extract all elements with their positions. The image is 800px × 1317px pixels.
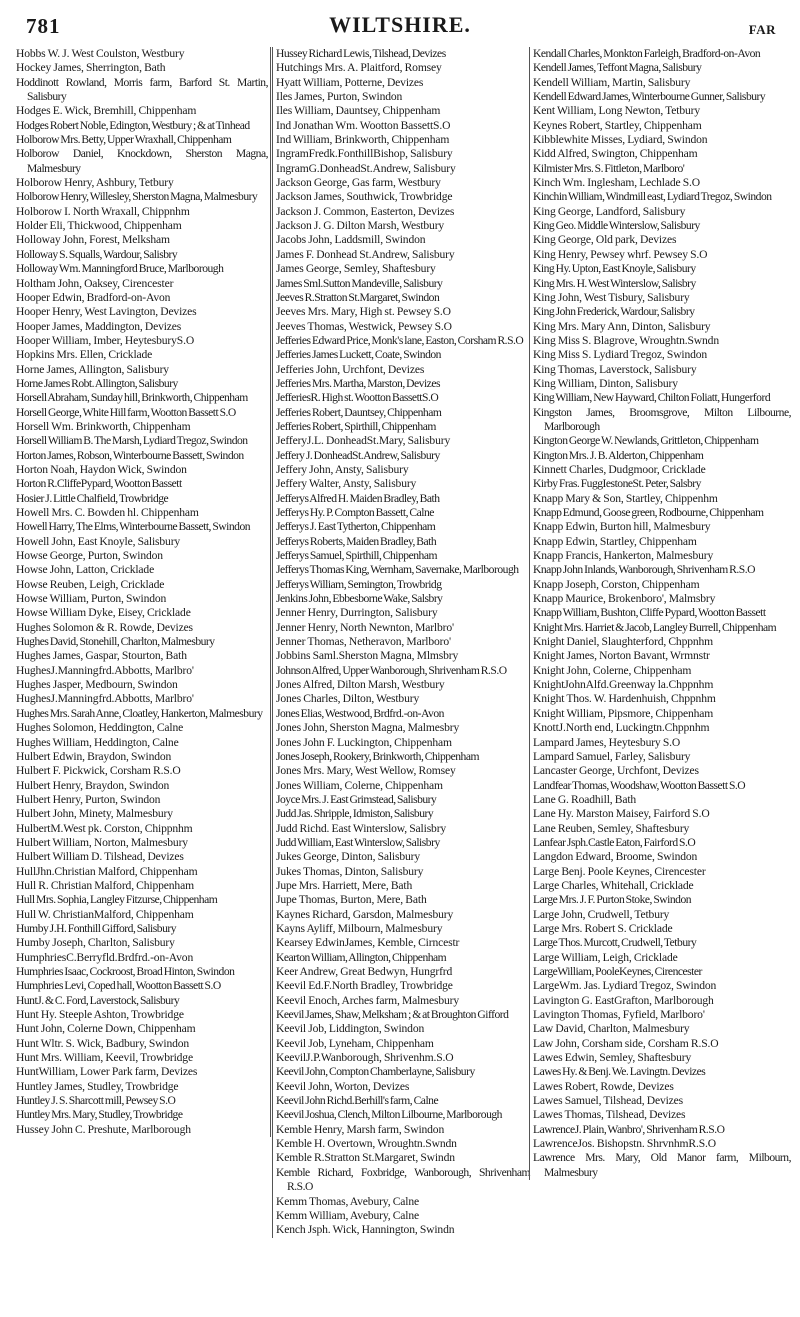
directory-entry: Jefferys Roberts, Maiden Bradley, Bath: [276, 534, 437, 548]
directory-entry: Lampard Samuel, Farley, Salisbury: [533, 749, 691, 763]
directory-entry: Hooper Edwin, Bradford-on-Avon: [16, 290, 171, 304]
directory-entry: Jefferies James Luckett, Coate, Swindon: [276, 348, 441, 362]
directory-entry: Hulbert F. Pickwick, Corsham R.S.O: [16, 764, 181, 778]
directory-entry: Hulbert Edwin, Braydon, Swindon: [16, 749, 172, 763]
directory-entry: Kendell James, Teffont Magna, Salisbury: [533, 61, 702, 75]
directory-entry: Jefferys Hy. P. Compton Bassett, Calne: [276, 506, 434, 519]
directory-entry: Lawes Robert, Rowde, Devizes: [533, 1079, 674, 1093]
directory-entry: Jefferies John, Urchfont, Devizes: [276, 362, 425, 376]
directory-entry: Kendell Edward James, Winterbourne Gunner, Salisbury: [533, 90, 766, 104]
page-title: WILTSHIRE.: [329, 12, 471, 37]
directory-entry: LawrenceJos. Bishopstn. ShrvnhmR.S.O: [533, 1137, 716, 1151]
directory-entry: Keevil Job, Liddington, Swindon: [276, 1022, 425, 1036]
directory-entry: Kinnett Charles, Dudgmoor, Cricklade: [533, 462, 706, 476]
directory-entry: King Thomas, Laverstock, Salisbury: [533, 362, 697, 376]
directory-entry: LargeWm. Jas. Lydiard Tregoz, Swindon: [533, 979, 717, 993]
directory-entry: Jones Elias, Westwood, Brdfrd.-on-Avon: [276, 706, 444, 720]
directory-entry: Keevil John, Compton Chamberlayne, Salisbury: [276, 1065, 475, 1079]
directory-entry: Horsell George, White Hill farm, Wootton Bassett S.O: [16, 405, 236, 419]
directory-entry: Jones Joseph, Rookery, Brinkworth, Chippenham: [276, 749, 479, 763]
directory-entry: Iles William, Dauntsey, Chippenham: [276, 104, 441, 118]
directory-entry: Kington George W. Newlands, Grittleton, Chippenham: [533, 434, 759, 448]
directory-entry: Knapp Edwin, Burton hill, Malmesbury: [533, 520, 711, 534]
directory-entry: Iles James, Purton, Swindon: [276, 90, 403, 104]
directory-entry: Jefferies Robert, Dauntsey, Chippenham: [276, 405, 442, 419]
directory-entry: Jackson James, Southwick, Trowbridge: [276, 190, 453, 204]
directory-entry: King Miss S. Blagrove, Wroughtn.Swndn: [533, 333, 719, 347]
directory-entry: Hutchings Mrs. A. Plaitford, Romsey: [276, 61, 442, 75]
directory-entry: Lanfear Jsph.Castle Eaton, Fairford S.O: [533, 835, 696, 849]
directory-entry: Keevil John, Worton, Devizes: [276, 1079, 410, 1093]
directory-entry: Knight James, Norton Bavant, Wrmnstr: [533, 649, 710, 663]
directory-entry: Joyce Mrs. J. East Grimstead, Salisbury: [276, 792, 437, 806]
directory-entry: Ind William, Brinkworth, Chippenham: [276, 133, 450, 147]
directory-entry: Horton Noah, Haydon Wick, Swindon: [16, 462, 187, 476]
directory-entry: Lancaster George, Urchfont, Devizes: [533, 764, 699, 778]
directory-entry: Jeffery John, Ansty, Salisbury: [276, 462, 409, 476]
directory-entry: Knight William, Pipsmore, Chippenham: [533, 706, 714, 720]
directory-entry: Jenner Thomas, Netheravon, Marlboro': [276, 635, 451, 649]
directory-entry: Keevil Enoch, Arches farm, Malmesbury: [276, 993, 460, 1007]
directory-entry: Hoddinott Rowland, Morris farm, Barford St. Martin, Salisbury: [16, 75, 268, 104]
directory-entry: Kearsey EdwinJames, Kemble, Cirncestr: [276, 936, 460, 950]
directory-entry: Horsell Abraham, Sunday hill, Brinkworth, Chippenham: [16, 391, 248, 405]
directory-entry: Horne James, Allington, Salisbury: [16, 362, 169, 376]
directory-entry: IngramFredk.FonthillBishop, Salisbury: [276, 147, 453, 161]
directory-entry: Lane Hy. Marston Maisey, Fairford S.O: [533, 807, 710, 821]
directory-entry: King John, West Tisbury, Salisbury: [533, 290, 690, 304]
directory-entry: Howse George, Purton, Swindon: [16, 549, 163, 563]
directory-entry: Hunt Hy. Steeple Ashton, Trowbridge: [16, 1008, 184, 1022]
directory-entry: Holborow Henry, Willesley, Sherston Magna, Malmesbury: [16, 190, 258, 204]
directory-entry: Keynes Robert, Startley, Chippenham: [533, 118, 702, 132]
directory-entry: Jefferies Robert, Spirthill, Chippenham: [276, 419, 436, 433]
directory-entry: James George, Semley, Shaftesbury: [276, 262, 436, 276]
directory-entry: King Mrs. H. West Winterslow, Salisbry: [533, 276, 696, 290]
directory-entry: Jefferies Mrs. Martha, Marston, Devizes: [276, 376, 440, 390]
directory-entry: Hull W. ChristianMalford, Chippenham: [16, 907, 194, 921]
directory-entry: Kemm William, Avebury, Calne: [276, 1208, 420, 1222]
directory-entry: Hull Mrs. Sophia, Langley Fitzurse, Chippenham: [16, 893, 218, 907]
directory-entry: Hopkins Mrs. Ellen, Cricklade: [16, 348, 153, 362]
directory-entry: KnightJohnAlfd.Greenway la.Chppnhm: [533, 678, 714, 692]
directory-entry: Kendall Charles, Monkton Farleigh, Bradford-on-Avon: [533, 47, 761, 60]
directory-entry: Huntley J. S. Sharcott mill, Pewsey S.O: [16, 1094, 176, 1108]
directory-entry: Knapp Edmund, Goose green, Rodbourne, Chippenham: [533, 506, 764, 519]
directory-entry: Huntley Mrs. Mary, Studley, Trowbridge: [16, 1108, 183, 1122]
directory-entry: Large John, Crudwell, Tetbury: [533, 907, 670, 921]
directory-entry: Hockey James, Sherrington, Bath: [16, 61, 166, 75]
directory-entry: Keevil James, Shaw, Melksham ; & at Broughton Gifford: [276, 1008, 509, 1022]
directory-entry: King Geo. Middle Winterslow, Salisbury: [533, 219, 700, 233]
directory-entry: Kench Jsph. Wick, Hannington, Swindn: [276, 1223, 455, 1237]
directory-entry: Howell Harry, The Elms, Winterbourne Bassett, Swindon: [16, 520, 251, 534]
directory-entry: LargeWilliam, PooleKeynes, Cirencester: [533, 965, 702, 978]
directory-entry: King John Frederick, Wardour, Salisbry: [533, 305, 695, 319]
directory-entry: Jones Charles, Dilton, Westbury: [276, 692, 420, 706]
directory-entry: HulbertM.West pk. Corston, Chippnhm: [16, 821, 193, 835]
directory-entry: Howell Mrs. C. Bowden hl. Chippenham: [16, 506, 199, 519]
directory-entry: Knight John, Colerne, Chippenham: [533, 663, 692, 677]
directory-entry: King Henry, Pewsey whrf. Pewsey S.O: [533, 247, 708, 261]
directory-entry: Jefferys Thomas King, Wernham, Savernake, Marlborough: [276, 563, 519, 577]
directory-entry: Kaynes Richard, Garsdon, Malmesbury: [276, 907, 454, 921]
directory-entry: King Miss S. Lydiard Tregoz, Swindon: [533, 348, 708, 362]
page-header: [0, 10, 800, 50]
directory-entry: HumphriesC.Berryfld.Brdfrd.-on-Avon: [16, 950, 194, 964]
directory-entry: Jobbins Saml.Sherston Magna, Mlmsbry: [276, 649, 459, 663]
directory-entry: Hussey John C. Preshute, Marlborough: [16, 1122, 191, 1136]
directory-entry: Kemble R.Stratton St.Margaret, Swindn: [276, 1151, 455, 1165]
directory-entry: Hyatt William, Potterne, Devizes: [276, 75, 424, 89]
column-3: [529, 47, 791, 1180]
directory-entry: Jefferys J. East Tytherton, Chippenham: [276, 520, 436, 534]
directory-entry: Jeeves R.Stratton St.Margaret, Swindon: [276, 290, 440, 304]
directory-entry: Knight Thos. W. Hardenhuish, Chppnhm: [533, 692, 716, 706]
directory-entry: Hughes James, Gaspar, Stourton, Bath: [16, 649, 187, 663]
directory-entry: Jones John F. Luckington, Chippenham: [276, 735, 452, 749]
directory-entry: King William, Dinton, Salisbury: [533, 376, 678, 390]
directory-entry: Kemble Henry, Marsh farm, Swindon: [276, 1122, 445, 1136]
directory-entry: Jukes George, Dinton, Salisbury: [276, 850, 421, 864]
directory-entry: Hulbert William, Norton, Malmesbury: [16, 835, 188, 849]
directory-entry: Knapp John Inlands, Wanborough, Shrivenham R.S.O: [533, 563, 755, 577]
directory-entry: Jones Alfred, Dilton Marsh, Westbury: [276, 678, 445, 692]
directory-entry: Jeffery Walter, Ansty, Salisbury: [276, 477, 417, 491]
directory-entry: Keevil John Richd.Berhill's farm, Calne: [276, 1094, 439, 1108]
directory-entry: Keer Andrew, Great Bedwyn, Hungrfrd: [276, 965, 453, 978]
directory-entry: Kent William, Long Newton, Tetbury: [533, 104, 701, 118]
directory-entry: Lawrence Mrs. Mary, Old Manor farm, Milbourn, Malmesbury: [533, 1151, 791, 1179]
directory-entry: Holloway John, Forest, Melksham: [16, 233, 170, 247]
directory-entry: King George, Landford, Salisbury: [533, 204, 686, 218]
directory-entry: Kingston James, Broomsgrove, Milton Lilbourne, Marlborough: [533, 405, 791, 433]
directory-entry: Knight Daniel, Slaughterford, Chppnhm: [533, 635, 714, 649]
directory-entry: Law David, Charlton, Malmesbury: [533, 1022, 690, 1036]
directory-entry: Jeffery J. DonheadSt.Andrew, Salisbury: [276, 448, 440, 462]
directory-entry: Knapp Maurice, Brokenboro', Malmsbry: [533, 592, 716, 606]
directory-entry: King Hy. Upton, East Knoyle, Salisbury: [533, 262, 696, 276]
directory-entry: Hughes Mrs. Sarah Anne, Cloatley, Hankerton, Malmesbury: [16, 706, 263, 720]
directory-entry: Hulbert William D. Tilshead, Devizes: [16, 850, 184, 864]
directory-entry: Hulbert Henry, Braydon, Swindon: [16, 778, 170, 792]
directory-entry: Kemm Thomas, Avebury, Calne: [276, 1194, 419, 1208]
directory-entry: Hunt Wltr. S. Wick, Badbury, Swindon: [16, 1036, 190, 1050]
directory-entry: Humphries Isaac, Cockroost, Broad Hinton, Swindon: [16, 965, 235, 978]
column-2: [272, 47, 530, 1238]
directory-entry: Jackson J. G. Dilton Marsh, Westbury: [276, 219, 445, 233]
directory-entry: Hunt Mrs. William, Keevil, Trowbridge: [16, 1051, 193, 1065]
directory-entry: Jenkins John, Ebbesborne Wake, Salsbry: [276, 592, 443, 606]
directory-entry: Hooper James, Maddington, Devizes: [16, 319, 182, 333]
directory-entry: Lawes Hy. & Benj. We. Lavingtn. Devizes: [533, 1065, 706, 1079]
directory-entry: Hulbert John, Minety, Malmesbury: [16, 807, 173, 821]
directory-entry: Keevil Joshua, Clench, Milton Lilbourne, Marlborough: [276, 1108, 502, 1122]
directory-entry: Kinchin William, Windmill east, Lydiard Tregoz, Swindon: [533, 190, 772, 204]
directory-entry: Large Thos. Murcott, Crudwell, Tetbury: [533, 936, 697, 950]
directory-entry: Jeeves Thomas, Westwick, Pewsey S.O: [276, 319, 452, 333]
directory-entry: Lampard James, Heytesbury S.O: [533, 735, 681, 749]
directory-entry: Hooper Henry, West Lavington, Devizes: [16, 305, 197, 319]
directory-entry: JefferiesR. High st. Wootton BassettS.O: [276, 391, 439, 405]
directory-entry: Jones Mrs. Mary, West Wellow, Romsey: [276, 764, 456, 778]
directory-entry: Knight Mrs. Harriet & Jacob, Langley Burrell, Chippenham: [533, 620, 777, 634]
directory-entry: Horsell Wm. Brinkworth, Chippenham: [16, 419, 191, 433]
directory-entry: Lavington G. EastGrafton, Marlborough: [533, 993, 714, 1007]
column-1: [16, 47, 271, 1137]
directory-entry: King George, Old park, Devizes: [533, 233, 677, 247]
directory-entry: Jefferys William, Semington, Trowbridg: [276, 577, 442, 591]
directory-entry: Hodges Robert Noble, Edington, Westbury ; & at Tinhead: [16, 118, 250, 132]
directory-entry: Keevil Ed.F.North Bradley, Trowbridge: [276, 979, 453, 993]
directory-entry: KeevilJ.P.Wanborough, Shrivenhm.S.O: [276, 1051, 454, 1065]
directory-columns: [16, 47, 791, 1309]
directory-entry: Jones John, Sherston Magna, Malmesbry: [276, 721, 460, 735]
directory-entry: Howse William Dyke, Eisey, Cricklade: [16, 606, 191, 620]
directory-entry: Holloway S. Squalls, Wardour, Salisbry: [16, 247, 178, 261]
directory-entry: JefferyJ.L. DonheadSt.Mary, Salisbury: [276, 434, 451, 448]
directory-entry: Horsell William B. The Marsh, Lydiard Tregoz, Swindon: [16, 434, 248, 448]
directory-entry: Jupe Mrs. Harriett, Mere, Bath: [276, 878, 413, 892]
directory-entry: Hull R. Christian Malford, Chippenham: [16, 878, 194, 892]
directory-entry: Judd Jas. Shripple, Idmiston, Salisbury: [276, 807, 434, 821]
directory-entry: Hooper William, Imber, HeytesburyS.O: [16, 333, 195, 347]
directory-entry: KnottJ.North end, Luckingtn.Chppnhm: [533, 721, 710, 735]
directory-entry: Ind Jonathan Wm. Wootton BassettS.O: [276, 118, 451, 132]
directory-entry: Hussey Richard Lewis, Tilshead, Devizes: [276, 47, 446, 60]
directory-entry: HughesJ.Manningfrd.Abbotts, Marlbro': [16, 663, 194, 677]
directory-entry: Lane Reuben, Semley, Shaftesbury: [533, 821, 690, 835]
directory-entry: Lawes Thomas, Tilshead, Devizes: [533, 1108, 686, 1122]
directory-entry: Lawes Edwin, Semley, Shaftesbury: [533, 1051, 692, 1065]
directory-entry: Huntley James, Studley, Trowbridge: [16, 1079, 179, 1093]
directory-entry: Kearton William, Allington, Chippenham: [276, 950, 447, 964]
directory-entry: Holtham John, Oaksey, Cirencester: [16, 276, 174, 290]
directory-entry: HuntJ. & C. Ford, Laverstock, Salisbury: [16, 993, 180, 1007]
directory-entry: Kemble Richard, Foxbridge, Wanborough, Shrivenham R.S.O: [276, 1165, 530, 1194]
catchword: FAR: [748, 22, 776, 37]
directory-entry: Horton James, Robson, Winterbourne Bassett, Swindon: [16, 448, 244, 462]
directory-entry: Holloway Wm. Manningford Bruce, Marlborough: [16, 262, 224, 276]
directory-entry: IngramG.DonheadSt.Andrew, Salisbury: [276, 161, 456, 175]
directory-entry: Humphries Levi, Coped hall, Wootton Bassett S.O: [16, 979, 221, 993]
directory-entry: Horton R.CliffePypard, Wootton Bassett: [16, 477, 182, 491]
directory-entry: Jackson George, Gas farm, Westbury: [276, 176, 441, 190]
directory-entry: Jukes Thomas, Dinton, Salisbury: [276, 864, 424, 878]
directory-entry: Kibblewhite Misses, Lydiard, Swindon: [533, 133, 708, 147]
directory-entry: Jones William, Colerne, Chippenham: [276, 778, 443, 792]
directory-entry: Hodges E. Wick, Bremhill, Chippenham: [16, 104, 197, 118]
directory-entry: Jefferies Edward Price, Monk's lane, Easton, Corsham R.S.O: [276, 333, 524, 347]
directory-entry: Hunt John, Colerne Down, Chippenham: [16, 1022, 196, 1036]
directory-entry: HullJhn.Christian Malford, Chippenham: [16, 864, 198, 878]
directory-entry: Horne James Robt. Allington, Salisbury: [16, 376, 178, 390]
directory-entry: Large Charles, Whitehall, Cricklade: [533, 878, 694, 892]
directory-entry: Hughes Solomon & R. Rowde, Devizes: [16, 620, 193, 634]
directory-entry: Jupe Thomas, Burton, Mere, Bath: [276, 893, 427, 907]
directory-entry: Kidd Alfred, Swington, Chippenham: [533, 147, 698, 161]
directory-entry: Howse Reuben, Leigh, Cricklade: [16, 577, 165, 591]
directory-entry: Jenner Henry, Durrington, Salisbury: [276, 606, 438, 620]
directory-entry: Kilmister Mrs. S. Fittleton, Marlboro': [533, 161, 685, 175]
directory-entry: Hobbs W. J. West Coulston, Westbury: [16, 47, 185, 60]
directory-entry: King William, New Hayward, Chilton Foliatt, Hungerford: [533, 391, 771, 405]
directory-entry: Johnson Alfred, Upper Wanborough, Shrivenham R.S.O: [276, 663, 507, 677]
directory-entry: LawrenceJ. Plain, Wanbro', Shrivenham R.S.O: [533, 1122, 725, 1136]
page-number: 781: [26, 14, 61, 38]
directory-entry: Kayns Ayliff, Milbourn, Malmesbury: [276, 921, 443, 935]
directory-entry: Kemble H. Overtown, Wroughtn.Swndn: [276, 1137, 457, 1151]
directory-entry: Lavington Thomas, Fyfield, Marlboro': [533, 1008, 705, 1022]
directory-entry: Hughes William, Heddington, Calne: [16, 735, 179, 749]
directory-entry: Landfear Thomas, Woodshaw, Wootton Bassett S.O: [533, 778, 746, 792]
directory-entry: Jefferys Alfred H. Maiden Bradley, Bath: [276, 491, 440, 505]
directory-entry: Humby Joseph, Charlton, Salisbury: [16, 936, 175, 950]
directory-entry: Large William, Leigh, Cricklade: [533, 950, 678, 964]
directory-entry: Hulbert Henry, Purton, Swindon: [16, 792, 161, 806]
directory-entry: Knapp Mary & Son, Startley, Chippenhm: [533, 491, 718, 505]
directory-entry: HughesJ.Manningfrd.Abbotts, Marlbro': [16, 692, 194, 706]
directory-entry: Law John, Corsham side, Corsham R.S.O: [533, 1036, 719, 1050]
directory-entry: Langdon Edward, Broome, Swindon: [533, 850, 698, 864]
directory-entry: Knapp William, Bushton, Cliffe Pypard, Wootton Bassett: [533, 606, 766, 620]
directory-entry: Howse John, Latton, Cricklade: [16, 563, 155, 577]
directory-entry: Holborow Daniel, Knockdown, Sherston Magna, Malmesbury: [16, 147, 268, 175]
directory-entry: Jackson J. Common, Easterton, Devizes: [276, 204, 455, 218]
directory-entry: Jefferys Samuel, Spirthill, Chippenham: [276, 549, 438, 563]
directory-entry: Holborow Henry, Ashbury, Tetbury: [16, 176, 174, 190]
directory-entry: Holborow Mrs. Betty, Upper Wraxhall, Chippenham: [16, 133, 232, 147]
directory-entry: Kinch Wm. Inglesham, Lechlade S.O: [533, 176, 701, 190]
directory-entry: Holborow I. North Wraxall, Chippnhm: [16, 204, 190, 218]
directory-entry: Jenner Henry, North Newnton, Marlbro': [276, 620, 454, 634]
directory-entry: Humby J.H. Fonthill Gifford, Salisbury: [16, 921, 177, 935]
directory-entry: King Mrs. Mary Ann, Dinton, Salisbury: [533, 319, 711, 333]
directory-entry: Kington Mrs. J. B. Alderton, Chippenham: [533, 448, 704, 462]
directory-entry: Judd Richd. East Winterslow, Salisbry: [276, 821, 447, 835]
directory-entry: Holder Eli, Thickwood, Chippenham: [16, 219, 182, 233]
directory-entry: Knapp Edwin, Startley, Chippenham: [533, 534, 697, 548]
directory-entry: Judd William, East Winterslow, Salisbry: [276, 835, 440, 849]
directory-entry: Large Mrs. J. F. Purton Stoke, Swindon: [533, 893, 692, 907]
directory-entry: Kirby Fras. FuggIestoneSt. Peter, Salsbry: [533, 477, 701, 491]
directory-entry: Keevil Job, Lyneham, Chippenham: [276, 1036, 434, 1050]
directory-entry: Lane G. Roadhill, Bath: [533, 792, 637, 806]
directory-entry: Knapp Joseph, Corston, Chippenham: [533, 577, 700, 591]
directory-entry: Kendell William, Martin, Salisbury: [533, 75, 691, 89]
directory-entry: Hughes David, Stonehill, Charlton, Malmesbury: [16, 635, 215, 649]
directory-entry: Howell John, East Knoyle, Salisbury: [16, 534, 181, 548]
directory-entry: Large Mrs. Robert S. Cricklade: [533, 921, 673, 935]
directory-entry: James F. Donhead St.Andrew, Salisbury: [276, 247, 455, 261]
directory-entry: Lawes Samuel, Tilshead, Devizes: [533, 1094, 684, 1108]
directory-entry: Hosier J. Little Chalfield, Trowbridge: [16, 491, 169, 505]
directory-entry: Hughes Jasper, Medbourn, Swindon: [16, 678, 178, 692]
directory-entry: Large Benj. Poole Keynes, Cirencester: [533, 864, 706, 878]
directory-entry: Jacobs John, Laddsmill, Swindon: [276, 233, 426, 247]
directory-entry: Hughes Solomon, Heddington, Calne: [16, 721, 184, 735]
directory-entry: Knapp Francis, Hankerton, Malmesbury: [533, 549, 714, 563]
directory-entry: Jeeves Mrs. Mary, High st. Pewsey S.O: [276, 305, 451, 319]
directory-entry: HuntWilliam, Lower Park farm, Devizes: [16, 1065, 198, 1079]
directory-entry: James Sml.Sutton Mandeville, Salisbury: [276, 276, 443, 290]
directory-entry: Howse William, Purton, Swindon: [16, 592, 167, 606]
